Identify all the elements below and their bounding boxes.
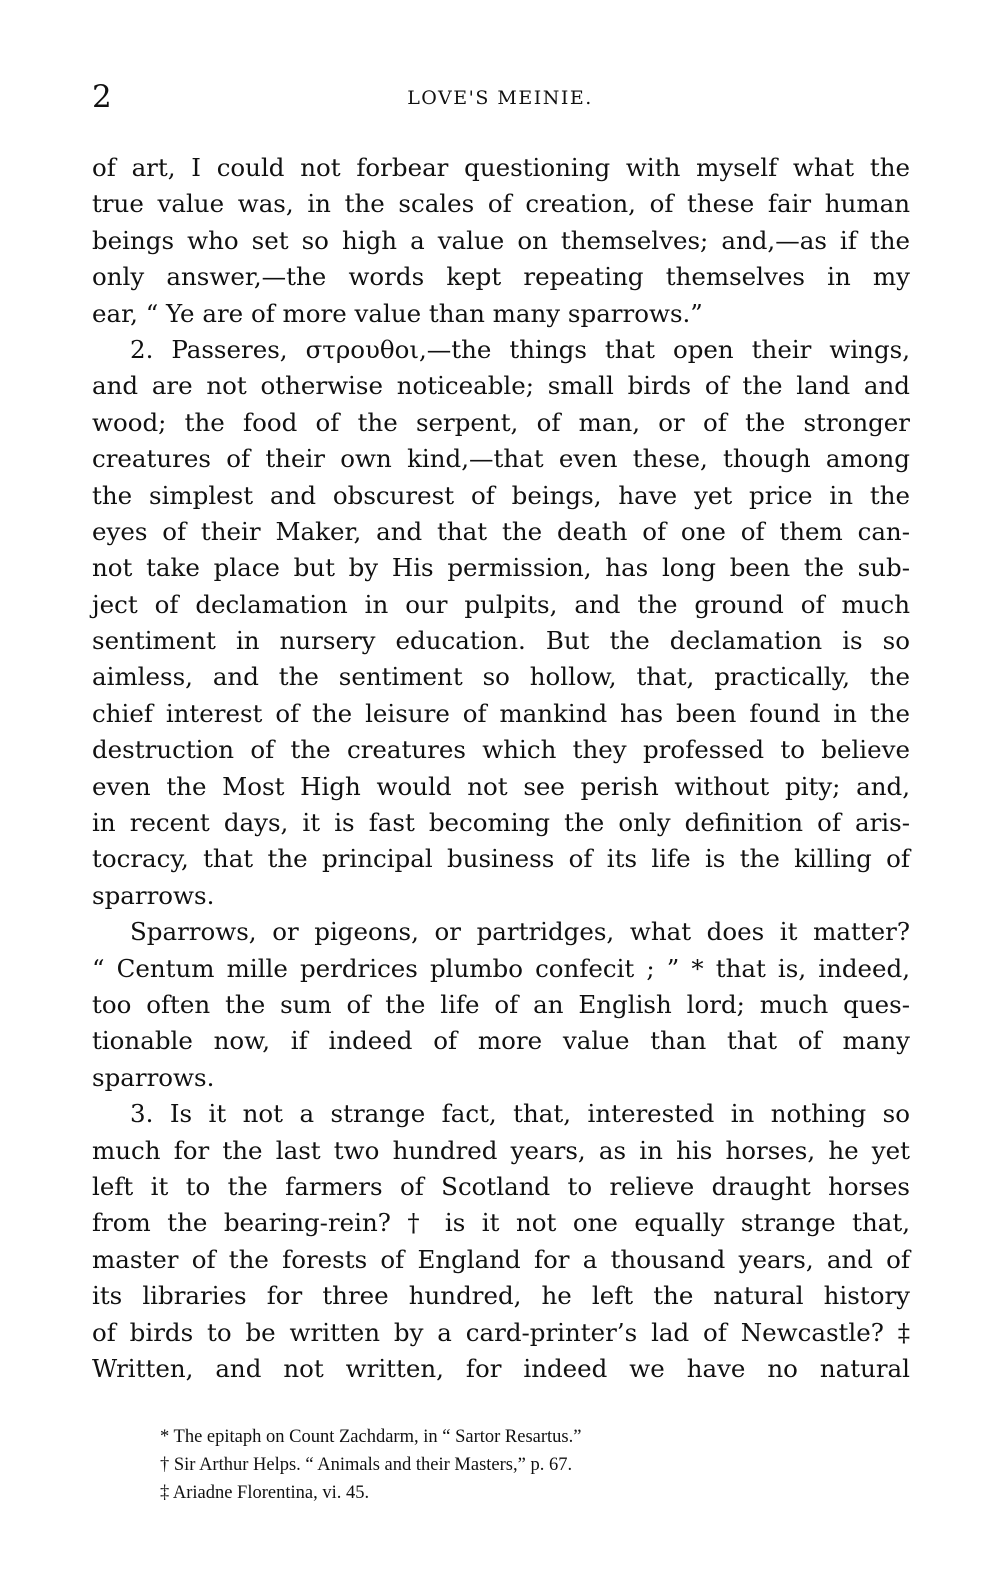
text-line: much for the last two hundred years, as in his horses, he yet bbox=[92, 1135, 910, 1165]
text-line: left it to the farmers of Scotland to relieve draught horses bbox=[92, 1171, 910, 1201]
text-line: true value was, in the scales of creation, of these fair human bbox=[92, 189, 910, 219]
text-line: and are not otherwise noticeable; small birds of the land and bbox=[92, 371, 910, 401]
paragraph-3-start: 3. Is it not a strange fact, that, interested in nothing so bbox=[130, 1099, 910, 1129]
text-line: ear, “ Ye are of more value than many sparrows.” bbox=[92, 298, 703, 328]
paragraph-start: Sparrows, or pigeons, or partridges, what does it matter? bbox=[130, 917, 910, 947]
text-line: ject of declamation in our pulpits, and the ground of much bbox=[92, 589, 910, 619]
text-line: tocracy, that the principal business of its life is the killing of bbox=[92, 844, 910, 874]
text-line: chief interest of the leisure of mankind has been found in the bbox=[92, 698, 910, 728]
body-text bbox=[92, 150, 910, 1387]
text-line: the simplest and obscurest of beings, have yet price in the bbox=[92, 480, 910, 510]
running-head: LOVE'S MEINIE. bbox=[407, 87, 593, 109]
text-line: its libraries for three hundred, he left the natural history bbox=[92, 1281, 910, 1311]
footnote-dagger: † Sir Arthur Helps. “ Animals and their Masters,” p. 67. bbox=[160, 1455, 573, 1475]
text-line: too often the sum of the life of an English lord; much ques- bbox=[92, 989, 910, 1019]
text-line: sentiment in nursery education. But the declamation is so bbox=[92, 626, 910, 656]
text-line: even the Most High would not see perish without pity; and, bbox=[92, 771, 910, 801]
page-number: 2 bbox=[92, 79, 112, 115]
text-line: not take place but by His permission, has long been the sub- bbox=[92, 553, 910, 583]
text-line: wood; the food of the serpent, of man, or of the stronger bbox=[92, 407, 910, 437]
text-line: sparrows. bbox=[92, 1062, 215, 1092]
text-line: sparrows. bbox=[92, 880, 215, 910]
text-line: tionable now, if indeed of more value than that of many bbox=[92, 1026, 910, 1056]
footnote-asterisk: * The epitaph on Count Zachdarm, in “ Sartor Resartus.” bbox=[160, 1427, 582, 1447]
text-line: beings who set so high a value on themselves; and,—as if the bbox=[92, 225, 910, 255]
paragraph-2-start: 2. Passeres, στρουθοι,—the things that open their wings, bbox=[130, 334, 910, 364]
footnotes bbox=[160, 1423, 880, 1507]
text-line: of art, I could not forbear questioning with myself what the bbox=[92, 153, 910, 182]
text-line: of birds to be written by a card-printer’s lad of Newcastle? ‡ bbox=[92, 1317, 910, 1347]
text-line: aimless, and the sentiment so hollow, that, practically, the bbox=[92, 662, 910, 692]
text-line: destruction of the creatures which they professed to believe bbox=[92, 735, 910, 765]
text-line: from the bearing-rein? † is it not one equally strange that, bbox=[92, 1208, 910, 1238]
text-line: “ Centum mille perdrices plumbo confecit ; ” * that is, indeed, bbox=[92, 953, 910, 983]
text-line: creatures of their own kind,—that even these, though among bbox=[92, 444, 910, 474]
text-line: in recent days, it is fast becoming the only definition of aris- bbox=[92, 808, 910, 838]
footnote-double-dagger: ‡ Ariadne Florentina, vi. 45. bbox=[160, 1483, 370, 1503]
text-line: only answer,—the words kept repeating themselves in my bbox=[92, 262, 910, 292]
text-line: Written, and not written, for indeed we have no natural bbox=[92, 1353, 910, 1383]
text-line: eyes of their Maker, and that the death of one of them can- bbox=[92, 516, 910, 546]
text-line: master of the forests of England for a thousand years, and of bbox=[92, 1244, 910, 1274]
